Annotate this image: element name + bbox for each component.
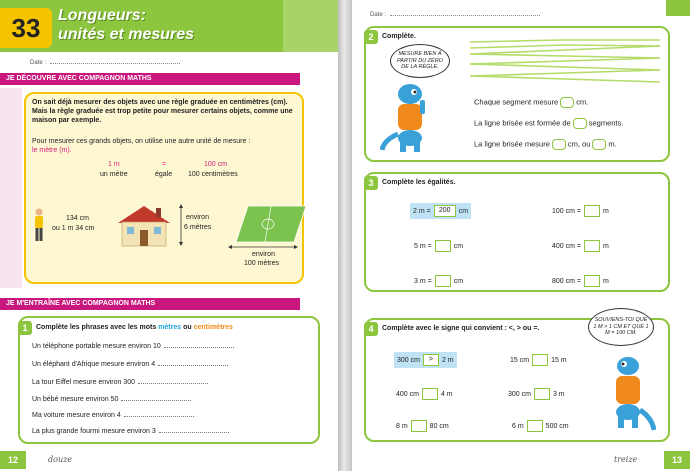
eq-left-word: un mètre bbox=[100, 171, 128, 178]
decor-strip bbox=[0, 88, 22, 288]
exercise-1-number: 1 bbox=[18, 321, 32, 335]
eq-left-value: 1 m bbox=[108, 161, 120, 168]
section-entraine: JE M'ENTRAÎNE AVEC COMPAGNON MATHS bbox=[0, 298, 300, 310]
eq-right-value: 100 cm bbox=[204, 161, 227, 168]
left-page bbox=[0, 0, 338, 471]
answer-box[interactable] bbox=[422, 388, 438, 400]
ex2-line-1: Chaque segment mesure cm. bbox=[474, 97, 589, 107]
sentence-row[interactable]: Un éléphant d'Afrique mesure environ 4 bbox=[32, 360, 228, 368]
exercise-2-question: Complète. bbox=[382, 33, 416, 40]
zigzag-lines bbox=[470, 38, 660, 84]
ex4-row: 300 cm 3 m bbox=[508, 388, 565, 400]
intro-text: On sait déjà mesurer des objets avec une règle graduée en centimètres (cm). Mais la règle graduée est trop petite pour mesurer certains objets, comme une maison par exemple. bbox=[32, 99, 293, 124]
dinosaur-mascot-icon bbox=[380, 80, 436, 154]
house-label-2: 6 mètres bbox=[184, 224, 212, 231]
exercise-3-question: Complète les égalités. bbox=[382, 179, 456, 186]
exercise-1-question: Complète les phrases avec les mots mètres ou centimètres bbox=[36, 324, 233, 331]
ex4-row: 15 cm 15 m bbox=[510, 354, 567, 366]
sentence-row[interactable]: Un téléphone portable mesure environ 10 bbox=[32, 342, 234, 350]
corner-tab bbox=[666, 0, 690, 16]
height-arrow bbox=[178, 204, 184, 246]
section-decouvre: JE DÉCOUVRE AVEC COMPAGNON MATHS bbox=[0, 73, 300, 85]
answer-box[interactable] bbox=[592, 139, 606, 150]
book-gutter bbox=[338, 0, 352, 471]
grand-objets-text: Pour mesurer ces grands objets, on utilise une autre unité de mesure : le mètre (m). bbox=[32, 137, 300, 155]
child-icon bbox=[32, 208, 46, 242]
field-label-1: environ bbox=[252, 251, 275, 258]
person-label-2: ou 1 m 34 cm bbox=[52, 225, 95, 232]
date-field[interactable] bbox=[370, 10, 540, 18]
ex3-row: 5 m = cm bbox=[414, 240, 463, 252]
ex4-example: 300 cm > 2 m bbox=[394, 352, 457, 368]
exercise-3-number: 3 bbox=[364, 176, 378, 190]
metre-unit: le mètre (m). bbox=[32, 147, 72, 154]
ex3-row: 800 cm = m bbox=[552, 275, 609, 287]
ex2-line-3: La ligne brisée mesure cm, ou m. bbox=[474, 139, 617, 149]
ex3-row: 3 m = cm bbox=[414, 275, 463, 287]
ex3-row: 400 cm = m bbox=[552, 240, 609, 252]
speech-bubble: MESURE BIEN À PARTIR DU ZÉRO DE LA RÈGLE. bbox=[390, 44, 450, 78]
house-label-1: environ bbox=[186, 214, 209, 221]
title-line-2: unités et mesures bbox=[58, 26, 195, 43]
eq-word: égale bbox=[155, 171, 173, 178]
answer-box[interactable] bbox=[435, 240, 451, 252]
sentence-row[interactable]: La tour Eiffel mesure environ 300 bbox=[32, 378, 208, 386]
answer-box[interactable] bbox=[534, 388, 550, 400]
lesson-number: 33 bbox=[0, 8, 52, 48]
lesson-title bbox=[58, 6, 194, 44]
ex4-row: 6 m 500 cm bbox=[512, 420, 569, 432]
page-number: 13 bbox=[664, 451, 690, 469]
ex3-example: 2 m = 200 cm bbox=[410, 203, 471, 219]
page-word: douze bbox=[48, 455, 73, 464]
date-field[interactable] bbox=[30, 58, 180, 66]
answer-box[interactable] bbox=[435, 275, 451, 287]
ex3-row: 100 cm = m bbox=[552, 205, 609, 217]
eq-sign: = bbox=[162, 161, 167, 168]
page-word: treize bbox=[614, 455, 638, 464]
page-number: 12 bbox=[0, 451, 26, 469]
answer-box[interactable] bbox=[584, 205, 600, 217]
dinosaur-mascot-icon bbox=[606, 352, 656, 436]
ex4-row: 8 m 80 cm bbox=[396, 420, 449, 432]
house-icon bbox=[114, 203, 174, 247]
sentence-row[interactable]: La plus grande fourmi mesure environ 3 bbox=[32, 427, 229, 435]
answer-box[interactable] bbox=[527, 420, 543, 432]
speech-bubble: SOUVIENS-TOI QUE 1 M > 1 CM ET QUE 1 M = 100 CM. bbox=[588, 308, 654, 346]
ex4-row: 400 cm 4 m bbox=[396, 388, 453, 400]
exercise-4-question: Complète avec le signe qui convient : <, > ou =. bbox=[382, 325, 540, 332]
title-line-1: Longueurs: bbox=[58, 7, 146, 24]
answer-box[interactable] bbox=[552, 139, 566, 150]
date-label: Date : bbox=[30, 60, 47, 66]
eq-right-word: 100 centimètres bbox=[188, 171, 238, 178]
answer-box[interactable] bbox=[573, 118, 587, 129]
answer-box[interactable] bbox=[411, 420, 427, 432]
date-label: Date : bbox=[370, 12, 387, 18]
football-field-icon bbox=[224, 202, 308, 246]
answer-box[interactable] bbox=[584, 240, 600, 252]
answer-box[interactable] bbox=[560, 97, 574, 108]
exercise-4-number: 4 bbox=[364, 322, 378, 336]
person-label-1: 134 cm bbox=[66, 215, 89, 222]
field-label-2: 100 mètres bbox=[244, 260, 280, 267]
exercise-3-box bbox=[364, 172, 670, 292]
answer-box[interactable] bbox=[532, 354, 548, 366]
sentence-row[interactable]: Ma voiture mesure environ 4 bbox=[32, 411, 194, 419]
right-page bbox=[352, 0, 690, 471]
exercise-2-number: 2 bbox=[364, 30, 378, 44]
answer-box[interactable] bbox=[584, 275, 600, 287]
ex2-line-2: La ligne brisée est formée de segments. bbox=[474, 118, 624, 128]
sentence-row[interactable]: Un bébé mesure environ 50 bbox=[32, 395, 191, 403]
